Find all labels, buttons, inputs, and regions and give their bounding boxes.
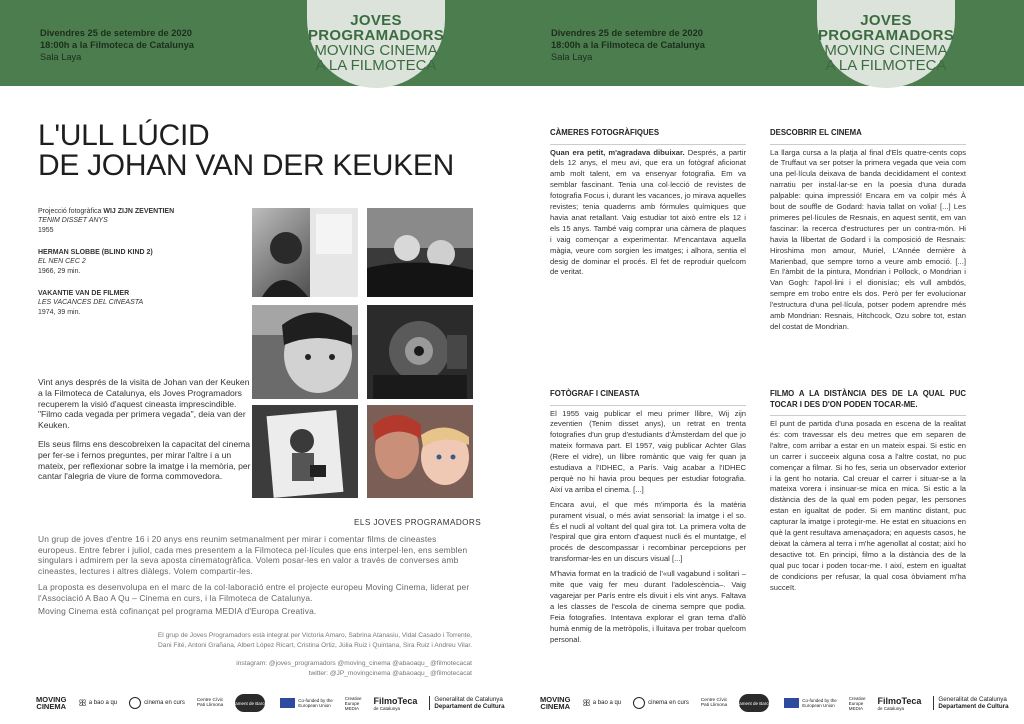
divider [550,405,746,406]
intro-paragraph: Vint anys després de la visita de Johan van der Keuken a la Filmoteca de Catalunya, els Joves Programadors recuperem la visió d'aquest cineasta imprescindible. "Filmo cada vegada per primera vegada", deia van der Keuken. [38,377,250,431]
film-entry-1 [38,207,174,235]
section-paragraph: El 1955 vaig publicar el meu primer llibre, Wij zijn zeventien (Tenim disset anys), un retrat en trenta fotografies d'un grup d'estudiants d'Àmsterdam del que jo mateix formava part. El 1957, vaig publicar Achter Glas (Rere el vidre), un llibre romàntic que vaig fer quan ja estudiava a l'IDHEC, a París. Vaig acabar a l'IDHEC perquè no hi havia prou beques per estudiar fotografia. Així va arriba el cinema. [...] [550,408,746,494]
film-entry-3 [38,289,143,317]
creative-europe-logo [345,696,362,711]
section-paragraph: Encara avui, el que més m'importa és la matèria purament visual, o més aviat sensorial: la imatge i el so. És el nucli al voltant del qual gira tot. La primera volta de l'espiral que gira entorn d'aquest nucli és el muntatge, el procés de descompassar i recombinar percepcions per transformar-les en un discurs visual [...] [550,499,746,564]
logo-text: a bao a qu [592,700,622,706]
logo-text: CINEMA [540,702,570,711]
photo-portrait-with-camera [252,405,358,498]
logo-text: Departament de Cultura [938,703,1009,710]
event-time-place: 18:00h a la Filmoteca de Catalunya [551,40,705,50]
creative-europe-logo [849,696,866,711]
members-line: El grup de Joves Programadors està integrat per Victoria Amaro, Sabrina Atanasiu, Vidal Casado i Torrente, [157,632,472,639]
section-heading: DESCOBRIR EL CINEMA [770,128,862,137]
column-cameres [550,128,746,282]
logo-text: cinema en curs [648,700,689,706]
members-line: Dani Fité, Antoni Grañana, Albert López Ricart, Cristina Ortiz, Júlia Ruiz i Quintana, Sira Ruiz i Andreu Vilar. [158,641,472,649]
logo-text: Generalitat de Catalunya [938,695,1007,703]
badge-line: A LA FILMOTECA [315,57,437,74]
logo-text: Creative [848,695,866,701]
logo-text: Ajuntament de Barcelona [235,694,265,712]
body-text: Després, a partir dels 12 anys, el meu avi, que era un fotògraf aficionat amb molt talent, em va ensenyar fotografia. Em va semblar fascinant. Tenia una col·lecció de revistes de fotografia Focus i, durant les vacances, jo mirava aquelles revistes; tenia quaderns amb fórmules químiques que havia anat retallant. Vaig estudiar tot això entre els 12 i els 15 anys. També vaig comprar una càmera de plaques i vaig començar a experimentar. M'encantava aquella màgia, veure com sorgien les imatges; i alhora, sentia el desig de dominar el procés. El fet de reproduir quelcom de veritat. [550,147,746,277]
logo-text: Ajuntament de Barcelona [739,694,769,712]
logo-text: Creative [344,695,362,701]
badge-line: MOVING CINEMA [314,42,438,59]
logo-text: de Catalunya [373,705,401,711]
event-room: Sala Laya [40,52,82,62]
column-fotograf [550,389,746,650]
moving-cinema-logo [36,696,66,711]
photo-two-boys [367,208,473,297]
film-subtitle: EL NEN CEC 2 [38,258,86,266]
logo-text: MEDIA [848,705,864,711]
filmoteca-logo [374,696,418,711]
logo-strip-left [36,692,517,714]
logo-text: Europe [344,700,360,706]
event-info-left [40,27,194,63]
section-paragraph: La llarga cursa a la platja al final d'Els quatre-cents cops de Truffaut va ser potser la primera vegada que veia com una pel·lícula deixava de banda decididament el context narratiu per instal·lar-se en la poesia d'una durada palpable: quina impressió! Encara em va colpir més À bout de souffle de Godard: havia tallat on volia! [...] Les primeres pel·lícules de Resnais, en aquest sentit, em van fascinar: la recerca d'estructures per un contra-món. Hi havia la llibertat de Godard i la composició de Resnais: Hiroshima mon amour, Muriel, L'Année dernière à Marienbad, que sempre torno a veure amb emoció. [...] En l'àmbit de la pintura, Mondrian i Pollock, o Mondrian i Van Gogh: l'apol·lini i el dionisíac; els vull ambdós, sempre em trobo entre els dos. Però per fer evolucionar l'estructura d'una pel·lícula, potser podem aprendre més amb Mondrian: Resnais, Hitchcock, Ozu sobre tot, estan del costat de Mondrian. [770,147,966,331]
eu-flag-icon [280,698,295,708]
film-subtitle: TENIM DISSET ANYS [38,217,108,225]
twitter-handles[interactable]: twitter: @JP_movingcinema @abaoaqu_ @filmotecacat [308,669,472,677]
barcelona-logo [728,694,780,712]
film-year: 1974, 39 min. [38,308,81,316]
divider [770,415,966,416]
logo-text: cinema en curs [144,700,185,706]
section-paragraph: El punt de partida d'una posada en escena de la realitat és: com travessar els deu metres que em separen de l'altre, com arribar a estar en un mateix espai. Si estic en un carrer i succeeix alguna cosa a l'altre costat, no puc començar a filmar. Si ho fes, seria un observador exterior i la gent ho notaria. Cal creuar el carrer i situar-se a la mateixa vorera i insinuar-se mica en mica. Si estic a la distància des de la qual em poden pegar, les persones estan en igualtat de poder. Si em mantinc distant, puc capturar la imatge i protegir-me. He estat en situacions en què la gent resultava amenaçadora; en aquests casos, he deixat la càmera al terra i m'he agenollat al costat; així ho desactive tot. En principi, filmo a la distància des de la qual puc tocar i poden tocar-me. I així, estem en igualtat de condicions per refusar, la qual cosa òbviament m'ha succeït. [770,419,966,592]
logo-text: Co-funded by the [298,698,333,703]
badge-line: PROGRAMADORS [307,27,445,44]
centre-civic-logo [701,698,727,709]
film-entry-2 [38,248,153,276]
divider [550,144,746,145]
photo-family-selfie [367,405,473,498]
logo-text: de Catalunya [877,705,905,711]
instagram-handles[interactable]: instagram: @joves_programadors @moving_cinema @abaoaqu_ @filmotecacat [236,660,472,667]
column-filmo [770,389,966,598]
logo-text: European Union [298,703,331,708]
page-title [38,121,454,181]
abaoaqu-logo [78,698,117,709]
lead-sentence: Quan era petit, m'agradava dibuixar. [550,147,685,157]
barcelona-logo [224,694,276,712]
event-date: Divendres 25 de setembre de 2020 [551,28,703,38]
joves-description [38,534,472,622]
badge-line: A LA FILMOTECA [825,57,947,74]
event-info-right [551,27,705,63]
logo-text: Europe [848,700,864,706]
badge-line: JOVES [860,12,912,29]
eu-logo [784,698,837,708]
generalitat-logo [933,696,1008,711]
section-heading: CÀMERES FOTOGRÀFIQUES [550,128,660,137]
logo-text: MOVING [36,694,67,704]
joves-paragraph: La proposta es desenvolupa en el marc de la col·laboració entre el projecte europeu Moving Cinema, liderat per l'Associació A Bao A Qu – Cinema en curs, i la Filmoteca de Catalunya. [38,582,470,603]
logo-text: Co-funded by the [802,698,837,703]
joves-paragraph: Moving Cinema està cofinançat pel programa MEDIA d'Europa Creativa. [38,605,317,616]
section-heading: FILMO A LA DISTÀNCIA DES DE LA QUAL PUC TOCAR I DES D'ON PODEN TOCAR-ME. [770,389,966,409]
film-subtitle: LES VACANCES DEL CINEASTA [38,299,144,307]
members-list [62,631,472,650]
centre-civic-logo [197,698,223,709]
intro-text [38,377,252,490]
joves-heading: ELS JOVES PROGRAMADORS [354,518,482,527]
eu-logo [280,698,333,708]
film-name: VAKANTIE VAN DE FILMER [38,290,130,297]
film-prefix: Projecció fotogràfica [38,208,104,215]
photo-boy-closeup [252,305,358,399]
section-paragraph [550,148,746,279]
column-descobrir [770,128,966,337]
filmoteca-logo [878,696,922,711]
logo-text: Generalitat de Catalunya [434,695,503,703]
section-paragraph: M'havia format en la tradició de l'«ull vagabund i solitari –mite que vaig fer meu durant l'adolescència–. Vaig vagarejar per París entre els divuit i els vint anys. Faltava a les classes de l'escola de cinema sempre que podia. Feia fotografies. Intentava explorar el gran tema d'allò humà enmig de la metròpolis, i lluitava per trobar quelcom personal. [550,569,746,644]
title-line-1: L'ULL LÚCID [38,119,210,152]
logo-text: MEDIA [344,705,360,711]
moving-cinema-logo [540,696,570,711]
event-room: Sala Laya [551,52,593,62]
logo-text: Departament de Cultura [434,703,505,710]
title-line-2: DE JOHAN VAN DER KEUKEN [38,149,454,182]
logo-text: Pati Llimona [700,703,728,708]
circle-icon [633,697,645,709]
photo-film-projector [367,305,473,399]
logo-text: FilmoTeca [877,695,922,706]
film-year: 1966, 29 min. [38,267,81,275]
circle-icon [129,697,141,709]
film-year: 1955 [38,226,54,234]
logo-text: FilmoTeca [373,695,418,706]
badge-line: PROGRAMADORS [817,27,955,44]
section-heading: FOTÒGRAF I CINEASTA [550,389,640,398]
event-time-place: 18:00h a la Filmoteca de Catalunya [40,40,194,50]
logo-text: European Union [802,703,835,708]
cinema-en-curs-logo [129,697,185,709]
cinema-en-curs-logo [633,697,689,709]
social-handles [236,659,472,678]
event-date: Divendres 25 de setembre de 2020 [40,28,192,38]
badge-line: MOVING CINEMA [824,42,948,59]
logo-text: CINEMA [36,702,66,711]
eu-flag-icon [784,698,799,708]
abaoaqu-logo [582,698,621,709]
abaoaqu-icon: ꕥ [582,697,591,708]
divider [770,144,966,145]
logo-strip-right [540,692,1009,714]
abaoaqu-icon: ꕥ [78,697,87,708]
logo-text: MOVING [540,694,571,704]
logo-text: Centre Cívic [700,697,728,703]
logo-text: Pati Llimona [196,703,224,708]
intro-paragraph: Els seus films ens descobreixen la capacitat del cinema per fer-se i fernos preguntes, per mirar l'altre i a un mateix, per reflexionar sobre la imatge i la memòria, per cantar l'alegria de viure de forma commovedora. [38,438,251,482]
joves-paragraph: Un grup de joves d'entre 16 i 20 anys ens reunim setmanalment per mirar i comentar films de cineastes europeus. Entre febrer i juliol, cada mes presentem a la Filmoteca pel·lícules que ens interpel·len, ens semblen singulars i admirem per la seva aposta cinematogràfica. Volem posar-les en valor a través de converses amb cineastes, lectures i altres diàlegs. Volem compartir-les. [38,534,468,576]
logo-text: a bao a qu [88,700,118,706]
photo-girl-at-window [252,208,358,297]
film-name: HERMAN SLOBBE (BLIND KIND 2) [38,249,153,256]
film-name: WIJ ZIJN ZEVENTIEN [103,208,175,215]
badge-line: JOVES [350,12,402,29]
logo-text: Centre Cívic [196,697,224,703]
generalitat-logo [429,696,504,711]
